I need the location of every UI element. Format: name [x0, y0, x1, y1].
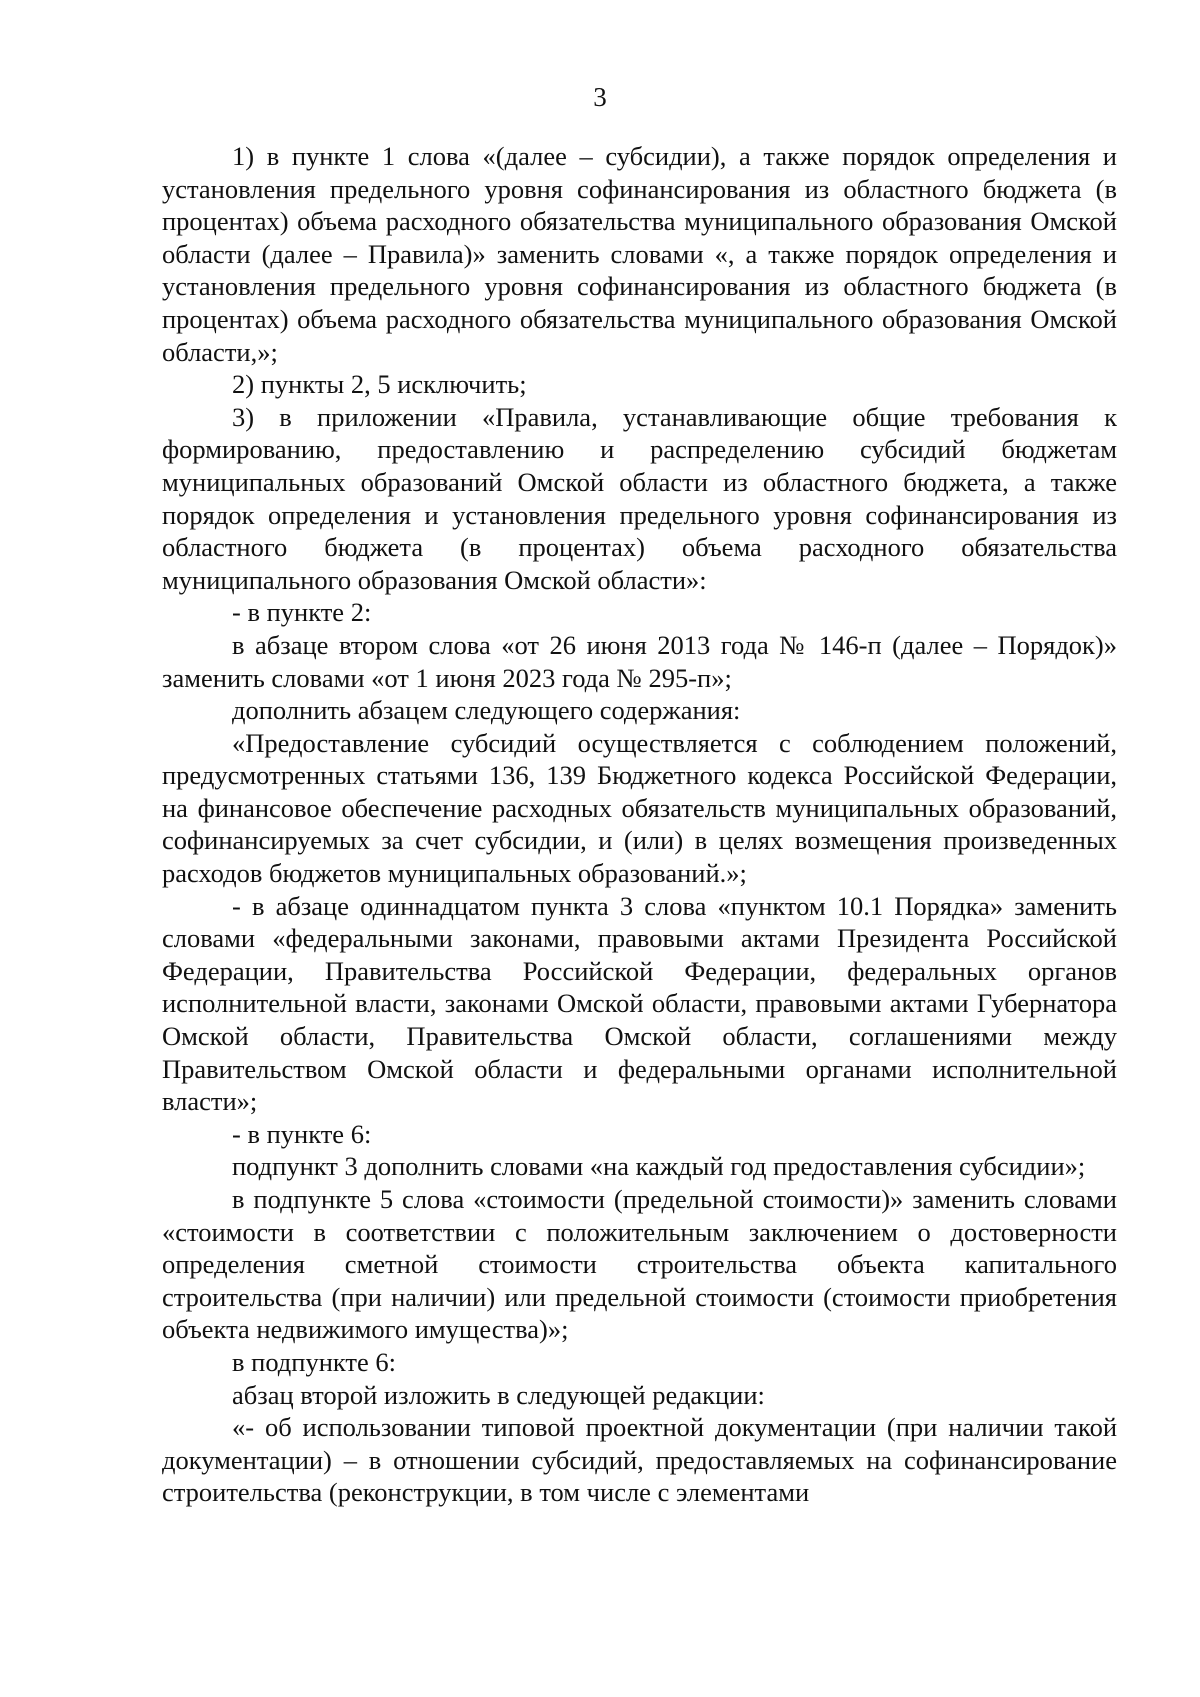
paragraph-abzac-redakcia: абзац второй изложить в следующей редакции: — [232, 1379, 765, 1410]
paragraph-subpoint-3: подпункт 3 дополнить словами «на каждый год предоставления субсидии»; — [232, 1151, 1086, 1182]
paragraph-item-2: 2) пункты 2, 5 исключить; — [232, 369, 527, 400]
paragraph-abzac-vtoroy: в абзаце втором слова «от 26 июня 2013 года № 146-п (далее – Порядок)» заменить словами «от 1 июня 2023 года № 295-п»; — [162, 629, 1117, 693]
paragraph-subpoint-6: в подпункте 6: — [232, 1346, 397, 1377]
paragraph-point-2: - в пункте 2: — [232, 597, 372, 628]
paragraph-item-3: 3) в приложении «Правила, устанавливающие общие требования к формированию, предоставлению и распределению субсидий бюджетам муниципальных образований Омской области из областного бюджета, а также порядок определения и установления предельного уровня софинансирования из областного бюджета (в процентах) объема расходного обязательства муниципального образования Омской области»: — [162, 401, 1117, 595]
paragraph-quote-typovaya: «- об использовании типовой проектной документации (при наличии такой документации) – в отношении субсидий, предоставляемых на софинансирование строительства (реконструкции, в том числе с элементами — [162, 1412, 1117, 1508]
paragraph-subpoint-5: в подпункте 5 слова «стоимости (предельной стоимости)» заменить словами «стоимости в соответствии с положительным заключением о достоверности определения сметной стоимости строительства объекта капитального строительства (при наличии) или предельной стоимости (стоимости приобретения объекта недвижимого имущества)»; — [162, 1184, 1117, 1345]
paragraph-dopolnit: дополнить абзацем следующего содержания: — [232, 695, 741, 726]
paragraph-item-1: 1) в пункте 1 слова «(далее – субсидии), а также порядок определения и установления предельного уровня софинансирования из областного бюджета (в процентах) объема расходного обязательства муниципального образования Омской области (далее – Правила)» заменить словами «, а также порядок определения и установления предельного уровня софинансирования из областного бюджета (в процентах) объема расходного обязательства муниципального образования Омской области,»; — [162, 141, 1117, 367]
paragraph-quote-subsidii: «Предоставление субсидий осуществляется с соблюдением положений, предусмотренных статьями 136, 139 Бюджетного кодекса Российской Федерации, на финансовое обеспечение расходных обязательств муниципальных образований, софинансируемых за счет субсидии, и (или) в целях возмещения произведенных расходов бюджетов муниципальных образований.»; — [162, 727, 1117, 889]
paragraph-point-6: - в пункте 6: — [232, 1118, 372, 1149]
page-number: 3 — [593, 82, 607, 112]
document-body — [162, 140, 1117, 1509]
paragraph-point-3: - в абзаце одиннадцатом пункта 3 слова «пунктом 10.1 Порядка» заменить словами «федеральными законами, правовыми актами Президента Российской Федерации, Правительства Российской Федерации, федеральных органов исполнительной власти, законами Омской области, правовыми актами Губернатора Омской области, Правительства Омской области, соглашениями между Правительством Омской области и федеральными органами исполнительной власти»; — [162, 890, 1117, 1117]
